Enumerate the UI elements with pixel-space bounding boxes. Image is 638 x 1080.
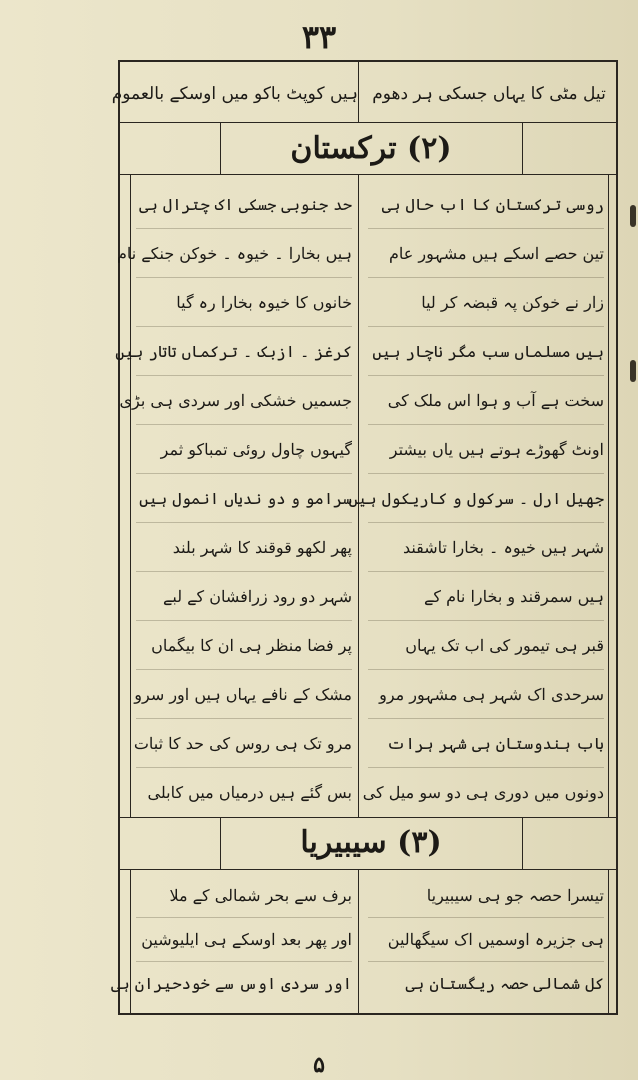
verse-line: بس گئے ہیں درمیاں میں کابلی bbox=[147, 783, 352, 802]
section-heading-turkistan: (۲) ترکستان bbox=[290, 131, 452, 166]
verse-line: پر فضا منظر ہی ان کا بیگماں bbox=[136, 621, 352, 670]
binding-mark bbox=[630, 360, 636, 382]
verse-line: سرامو و دو ندیاں انمول ہیں bbox=[136, 474, 352, 523]
top-row-divider bbox=[358, 62, 359, 122]
verse-line: سخت ہے آب و ہوا اس ملک کی bbox=[368, 376, 604, 425]
inner-rule bbox=[608, 869, 609, 1015]
text-frame bbox=[110, 60, 618, 1015]
verse-line: سرحدی اک شہر ہی مشہور مرو bbox=[368, 670, 604, 719]
verse-line: گیہوں چاول روئی تمباکو ثمر bbox=[136, 425, 352, 474]
top-row-right-text: تیل مٹی کا یہاں جسکی ہر دھوم bbox=[372, 84, 606, 104]
verse-line: ہیں سمرقند و بخارا نام کے bbox=[368, 572, 604, 621]
page-number: ۳۳ bbox=[301, 18, 337, 56]
divider bbox=[120, 817, 616, 818]
siberia-right-column bbox=[368, 874, 604, 1006]
verse-line: اور پھر بعد اوسکے ہی ایلیوشین bbox=[136, 918, 352, 962]
verse-line: ہیں مسلماں سب مگر ناچار ہیں bbox=[368, 327, 604, 376]
verse-line: قبر ہی تیمور کی اب تک یہاں bbox=[368, 621, 604, 670]
verse-line: اور سردی اوس سے خودحیران ہی bbox=[110, 974, 352, 993]
top-row-left-text: ہیں کوپٹ باکو میں اوسکے بالعموم bbox=[111, 84, 358, 104]
verse-line: پھر لکھو قوقند کا شہر بلند bbox=[136, 523, 352, 572]
verse-line: تیسرا حصہ جو ہی سیبیریا bbox=[368, 874, 604, 918]
verse-line: جھیل ارل ۔ سرکول و کاریکول ہیں bbox=[368, 474, 604, 523]
verse-line: مشک کے نافے یہاں ہیں اور سرو bbox=[136, 670, 352, 719]
divider bbox=[120, 122, 616, 123]
turkistan-left-column bbox=[115, 180, 352, 817]
verse-line: کرغز ۔ ازبک ۔ ترکماں تاتار ہیں bbox=[136, 327, 352, 376]
turkistan-right-column bbox=[348, 180, 604, 817]
verse-line: دونوں میں دوری ہی دو سو میل کی bbox=[362, 783, 604, 802]
verse-line: روسی ترکستان کا اب حال ہی bbox=[368, 180, 604, 229]
footer-number: ۵ bbox=[313, 1052, 325, 1078]
column-divider bbox=[358, 869, 359, 1015]
inner-rule bbox=[608, 174, 609, 817]
verse-line: تین حصے اسکے ہیں مشہور عام bbox=[368, 229, 604, 278]
verse-line: خانوں کا خیوہ بخارا رہ گیا bbox=[136, 278, 352, 327]
binding-mark bbox=[630, 205, 636, 227]
verse-line: مرو تک ہی روس کی حد کا ثبات bbox=[136, 719, 352, 768]
verse-line: حد جنوبی جسکی اک چترال ہی bbox=[136, 180, 352, 229]
verse-line: ہیں بخارا ۔ خیوہ ۔ خوکن جنکے نام bbox=[136, 229, 352, 278]
verse-line: زار نے خوکن پہ قبضہ کر لیا bbox=[368, 278, 604, 327]
heading-divider bbox=[522, 122, 523, 174]
divider bbox=[120, 869, 616, 870]
verse-line: باب ہندوستان ہی شہر ہرات bbox=[368, 719, 604, 768]
section-heading-siberia: (۳) سیبیریا bbox=[300, 825, 442, 860]
divider bbox=[120, 174, 616, 175]
verse-line: شہر ہیں خیوہ ۔ بخارا تاشقند bbox=[368, 523, 604, 572]
verse-line: ہی جزیرہ اوسمیں اک سیگھالین bbox=[368, 918, 604, 962]
verse-line: شہر دو رود زرافشان کے لبے bbox=[136, 572, 352, 621]
verse-line: برف سے بحر شمالی کے ملا bbox=[136, 874, 352, 918]
verse-line: کل شمالی حصہ ریگستان ہی bbox=[405, 974, 604, 993]
verse-line: جسمیں خشکی اور سردی ہی بڑی bbox=[136, 376, 352, 425]
heading-divider bbox=[522, 817, 523, 869]
siberia-left-column bbox=[110, 874, 352, 1006]
verse-line: اونٹ گھوڑے ہوتے ہیں یاں بیشتر bbox=[368, 425, 604, 474]
